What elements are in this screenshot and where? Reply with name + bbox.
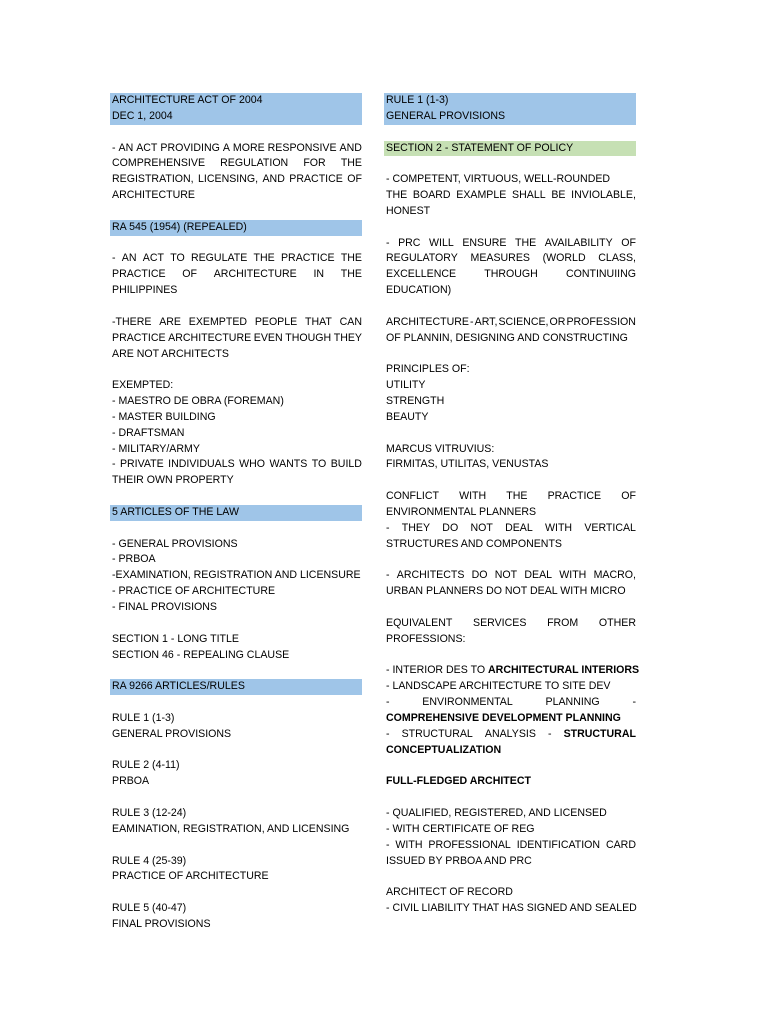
line-text: - QUALIFIED, REGISTERED, AND LICENSED [386,806,607,819]
blank-line [386,473,636,489]
word: WITH [459,490,487,503]
section-heading [110,679,362,695]
line-text: RA 545 (1954) (REPEALED) [112,220,247,233]
text-line [112,648,362,664]
word: PROFESSION [566,315,636,328]
blank-line [112,790,362,806]
word: ARCHITECTURE [168,331,252,344]
word: OR [549,315,566,328]
text-line [386,410,636,426]
text-line [112,584,362,600]
blank-line [112,125,362,141]
text-line [386,885,636,901]
word: THOUGH [285,331,332,344]
word: IN [313,268,325,281]
word: ENVIRONMENTAL [422,696,513,709]
blank-line [112,663,362,679]
word: MEASURES [470,252,530,265]
section-heading [384,141,636,157]
word: OF [182,268,198,281]
word: DEAL [524,569,553,582]
word: EVEN [253,331,283,344]
text-line [112,188,362,204]
text-line [386,204,636,220]
text-line [112,410,362,426]
line-text: OF PLANNIN, DESIGNING AND CONSTRUCTING [386,331,628,344]
word: ACT [142,252,164,265]
word: NOT [470,521,493,534]
word: ARE [159,315,181,328]
word: - [386,236,390,249]
blank-line [112,521,362,537]
word: WANTS [269,458,308,471]
word: WITH [395,838,423,851]
word: -THERE [112,315,152,328]
word: STRUCTURAL [563,727,636,740]
word: LICENSING, [198,173,259,186]
text-line [112,141,362,157]
word: VERTICAL [584,521,636,534]
text-line [386,457,636,473]
word: TO [311,458,327,471]
word: CAN [339,315,362,328]
text-line [112,331,362,347]
bold-term: COMPREHENSIVE DEVELOPMENT PLANNING [386,711,621,724]
word: THE [506,490,528,503]
blank-line [112,489,362,505]
line-text: RULE 4 (25-39) [112,854,187,867]
word: BE [551,189,566,202]
word: INVIOLABLE, [571,189,636,202]
word: PROVIDING [160,141,220,154]
line-text: FINAL PROVISIONS [112,917,211,930]
blank-line [112,743,362,759]
word: ENSURE [462,236,507,249]
text-line [112,394,362,410]
word: EQUIVALENT [386,616,453,629]
word: BUILD [330,458,362,471]
word: RESPONSIVE [267,141,337,154]
line-text: THEIR OWN PROPERTY [112,474,234,487]
word: THE [253,252,275,265]
line-text: PHILIPPINES [112,284,178,297]
text-line [112,426,362,442]
word: FOR [303,157,326,170]
word: DEAL [505,521,533,534]
word: PRC [398,236,421,249]
line-text: 5 ARTICLES OF THE LAW [112,505,239,518]
text-line [112,378,362,394]
text-line [112,552,362,568]
word: REGULATORY [386,252,458,265]
line-text: MARCUS VITRUVIUS: [386,442,495,455]
word: CONFLICT [386,490,439,503]
blank-line [112,695,362,711]
text-line [386,711,636,727]
line-text: RULE 2 (4-11) [112,759,180,772]
blank-line [386,758,636,774]
text-line [112,727,362,743]
line-text: PRACTICE OF ARCHITECTURE [112,870,269,883]
word: OTHER [598,616,636,629]
word: PLANNING [545,696,600,709]
text-line [386,616,636,632]
text-line [386,774,636,790]
line-text: URBAN PLANNERS DO NOT DEAL WITH MICRO [386,585,626,598]
line-text: - INTERIOR DES TO [386,664,489,677]
word: WILL [429,236,454,249]
word: IDENTIFICATION [516,838,601,851]
line-text: SECTION 1 - LONG TITLE [112,632,239,645]
line-text: SECTION 46 - REPEALING CLAUSE [112,648,290,661]
word: AND [339,141,362,154]
text-line [112,315,362,331]
blank-line [386,426,636,442]
word: OF [347,173,362,186]
text-line [386,315,636,331]
text-line [386,362,636,378]
word: - [632,696,636,709]
section-heading [110,93,362,109]
text-line [386,236,636,252]
text-line [112,156,362,172]
section-heading [384,93,636,109]
word: REGULATION [220,157,289,170]
text-line [386,283,636,299]
word: THE [386,189,408,202]
bold-term: CONCEPTUALIZATION [386,743,502,756]
word: REGULATE [190,252,248,265]
text-line [112,267,362,283]
word: AND [262,173,285,186]
word: THE [340,268,362,281]
word: EXEMPTED [188,315,248,328]
word: EXCELLENCE [386,268,457,281]
blank-line [386,648,636,664]
text-line [112,806,362,822]
text-line [112,568,362,584]
text-line [112,901,362,917]
word: ARCHITECTS [396,569,465,582]
line-text: STRENGTH [386,395,445,408]
blank-line [112,885,362,901]
text-line [386,378,636,394]
line-text: UTILITY [386,379,426,392]
section-heading [110,220,362,236]
text-line [386,632,636,648]
text-line [386,251,636,267]
word: CARD [605,838,636,851]
text-line [386,442,636,458]
line-text: - MAESTRO DE OBRA (FOREMAN) [112,395,284,408]
line-text: RULE 5 (40-47) [112,902,187,915]
text-line [386,331,636,347]
word: PRACTICE [280,252,335,265]
word: PRACTICE [112,268,166,281]
word: TO [170,252,185,265]
text-line [386,901,636,917]
blank-line [112,204,362,220]
word: SCIENCE, [498,315,549,328]
word: STRUCTURAL [401,727,473,740]
word: - [386,696,390,709]
line-text: GENERAL PROVISIONS [386,109,506,122]
line-text: EDUCATION) [386,284,452,297]
word: THE [515,236,537,249]
word: FROM [547,616,579,629]
word: SHALL [512,189,546,202]
line-text: - WITH CERTIFICATE OF REG [386,822,535,835]
word: - [112,141,116,154]
word: PROFESSIONAL [428,838,511,851]
word: - [470,315,474,328]
line-text: PRBOA [112,775,150,788]
text-line [386,743,636,759]
text-line [112,822,362,838]
blank-line [112,362,362,378]
word: PRACTICE [112,331,166,344]
line-text: GENERAL PROVISIONS [112,727,232,740]
word: THE [340,157,362,170]
line-text: ENVIRONMENTAL PLANNERS [386,505,537,518]
line-text: - DRAFTSMAN [112,426,185,439]
word: ARCHITECTURE [213,268,297,281]
line-text: - FINAL PROVISIONS [112,601,217,613]
text-line [386,584,636,600]
text-line [386,505,636,521]
word: - [547,727,552,740]
word: THEY [401,521,431,534]
line-text: EXEMPTED: [112,379,174,392]
word: WITH [559,569,587,582]
text-line [112,632,362,648]
text-line [386,806,636,822]
bold-term: ARCHITECTURAL INTERIORS [488,664,640,677]
text-line [112,711,362,727]
blank-line [112,838,362,854]
text-line [386,521,636,537]
line-text: EAMINATION, REGISTRATION, AND LICENSING [112,822,350,835]
text-line [112,600,362,616]
line-text: STRUCTURES AND COMPONENTS [386,537,562,550]
word: DO [442,521,459,534]
blank-line [386,869,636,885]
word: REGISTRATION, [112,173,194,186]
blank-line [386,125,636,141]
word: MORE [232,141,265,154]
line-text: - CIVIL LIABILITY THAT HAS SIGNED AND SEALED [386,902,637,915]
text-line [112,347,362,363]
word: PRACTICE [289,173,343,186]
text-line [386,727,636,743]
text-line [386,267,636,283]
word: THROUGH [484,268,538,281]
line-text: ARCHITECTURE ACT OF 2004 [112,94,263,106]
line-text: PRINCIPLES OF: [386,363,470,376]
word: ART, [474,315,498,328]
word: ARCHITECTURE [386,315,469,328]
text-line [386,188,636,204]
section-heading [110,505,362,521]
text-line [386,537,636,553]
blank-line [112,236,362,252]
line-text: RULE 1 (1-3) [112,711,175,724]
line-text: - MASTER BUILDING [112,410,216,423]
word: OF [621,490,636,503]
text-line [112,917,362,933]
word: PEOPLE [254,315,298,328]
word: AN [121,252,137,265]
line-text: -EXAMINATION, REGISTRATION AND LICENSURE [112,569,361,582]
text-line [112,854,362,870]
word: - [386,727,390,740]
line-text: RULE 1 (1-3) [386,94,449,106]
text-line [112,442,362,458]
word: CLASS, [598,252,636,265]
word: WITH [545,521,573,534]
word: - [386,838,390,851]
word: (WORLD [542,252,586,265]
text-line [112,869,362,885]
text-line [386,394,636,410]
line-text: ISSUED BY PRBOA AND PRC [386,854,532,867]
line-text: ARCHITECTURE [112,189,195,202]
word: AN [118,141,134,154]
bold-term: FULL-FLEDGED ARCHITECT [386,775,531,788]
text-line [112,537,362,553]
word: - [386,569,390,582]
text-line [112,774,362,790]
text-line [112,457,362,473]
word: THEY [333,331,362,344]
text-line [386,172,636,188]
text-line [386,489,636,505]
blank-line [112,299,362,315]
section-heading [384,109,636,125]
right-column [386,93,640,917]
line-text: - LANDSCAPE ARCHITECTURE TO SITE DEV [386,680,611,693]
word: AVAILABILITY [544,236,613,249]
line-text: FIRMITAS, UTILITAS, VENUSTAS [386,458,549,471]
text-line [386,838,636,854]
blank-line [112,616,362,632]
text-line [386,679,636,695]
text-line [112,283,362,299]
word: SERVICES [473,616,527,629]
line-text: DEC 1, 2004 [112,109,173,122]
line-text: - PRACTICE OF ARCHITECTURE [112,585,276,598]
line-text: - PRBOA [112,553,156,566]
blank-line [386,299,636,315]
blank-line [386,790,636,806]
blank-line [386,220,636,236]
text-line [386,695,636,711]
text-line [386,854,636,870]
word: DO [471,569,488,582]
left-column [112,93,362,933]
word: PRIVATE [119,458,164,471]
word: - [112,458,116,471]
line-text: SECTION 2 - STATEMENT OF POLICY [386,141,574,154]
word: OF [621,236,636,249]
section-heading [110,109,362,125]
word: WHO [239,458,266,471]
line-text: RA 9266 ARTICLES/RULES [112,680,245,693]
line-text: RULE 3 (12-24) [112,806,187,819]
word: THE [340,252,362,265]
text-line [112,473,362,489]
text-line [112,251,362,267]
line-text: BEAUTY [386,410,429,423]
line-text: - COMPETENT, VIRTUOUS, WELL-ROUNDED [386,173,611,186]
word: COMPREHENSIVE [112,157,206,170]
word: ANALYSIS [484,727,536,740]
text-line [112,172,362,188]
word: - [386,521,390,534]
line-text: HONEST [386,204,431,217]
blank-line [386,600,636,616]
word: NOT [494,569,518,582]
line-text: ARCHITECT OF RECORD [386,886,513,899]
word: THAT [304,315,332,328]
line-text: - MILITARY/ARMY [112,442,200,455]
blank-line [386,552,636,568]
text-line [386,663,640,679]
word: INDIVIDUALS [168,458,235,471]
word: CONTINUIING [565,268,636,281]
line-text: - GENERAL PROVISIONS [112,537,238,550]
word: EXAMPLE [456,189,507,202]
word: PRACTICE [547,490,602,503]
word: MACRO, [593,569,636,582]
line-text: PROFESSIONS: [386,632,466,645]
word: - [112,252,116,265]
line-text: ARE NOT ARCHITECTS [112,347,229,360]
blank-line [386,347,636,363]
text-line [112,758,362,774]
blank-line [386,156,636,172]
text-line [386,822,636,838]
word: A [222,141,230,154]
text-line [386,568,636,584]
word: ACT [136,141,158,154]
word: BOARD [412,189,451,202]
